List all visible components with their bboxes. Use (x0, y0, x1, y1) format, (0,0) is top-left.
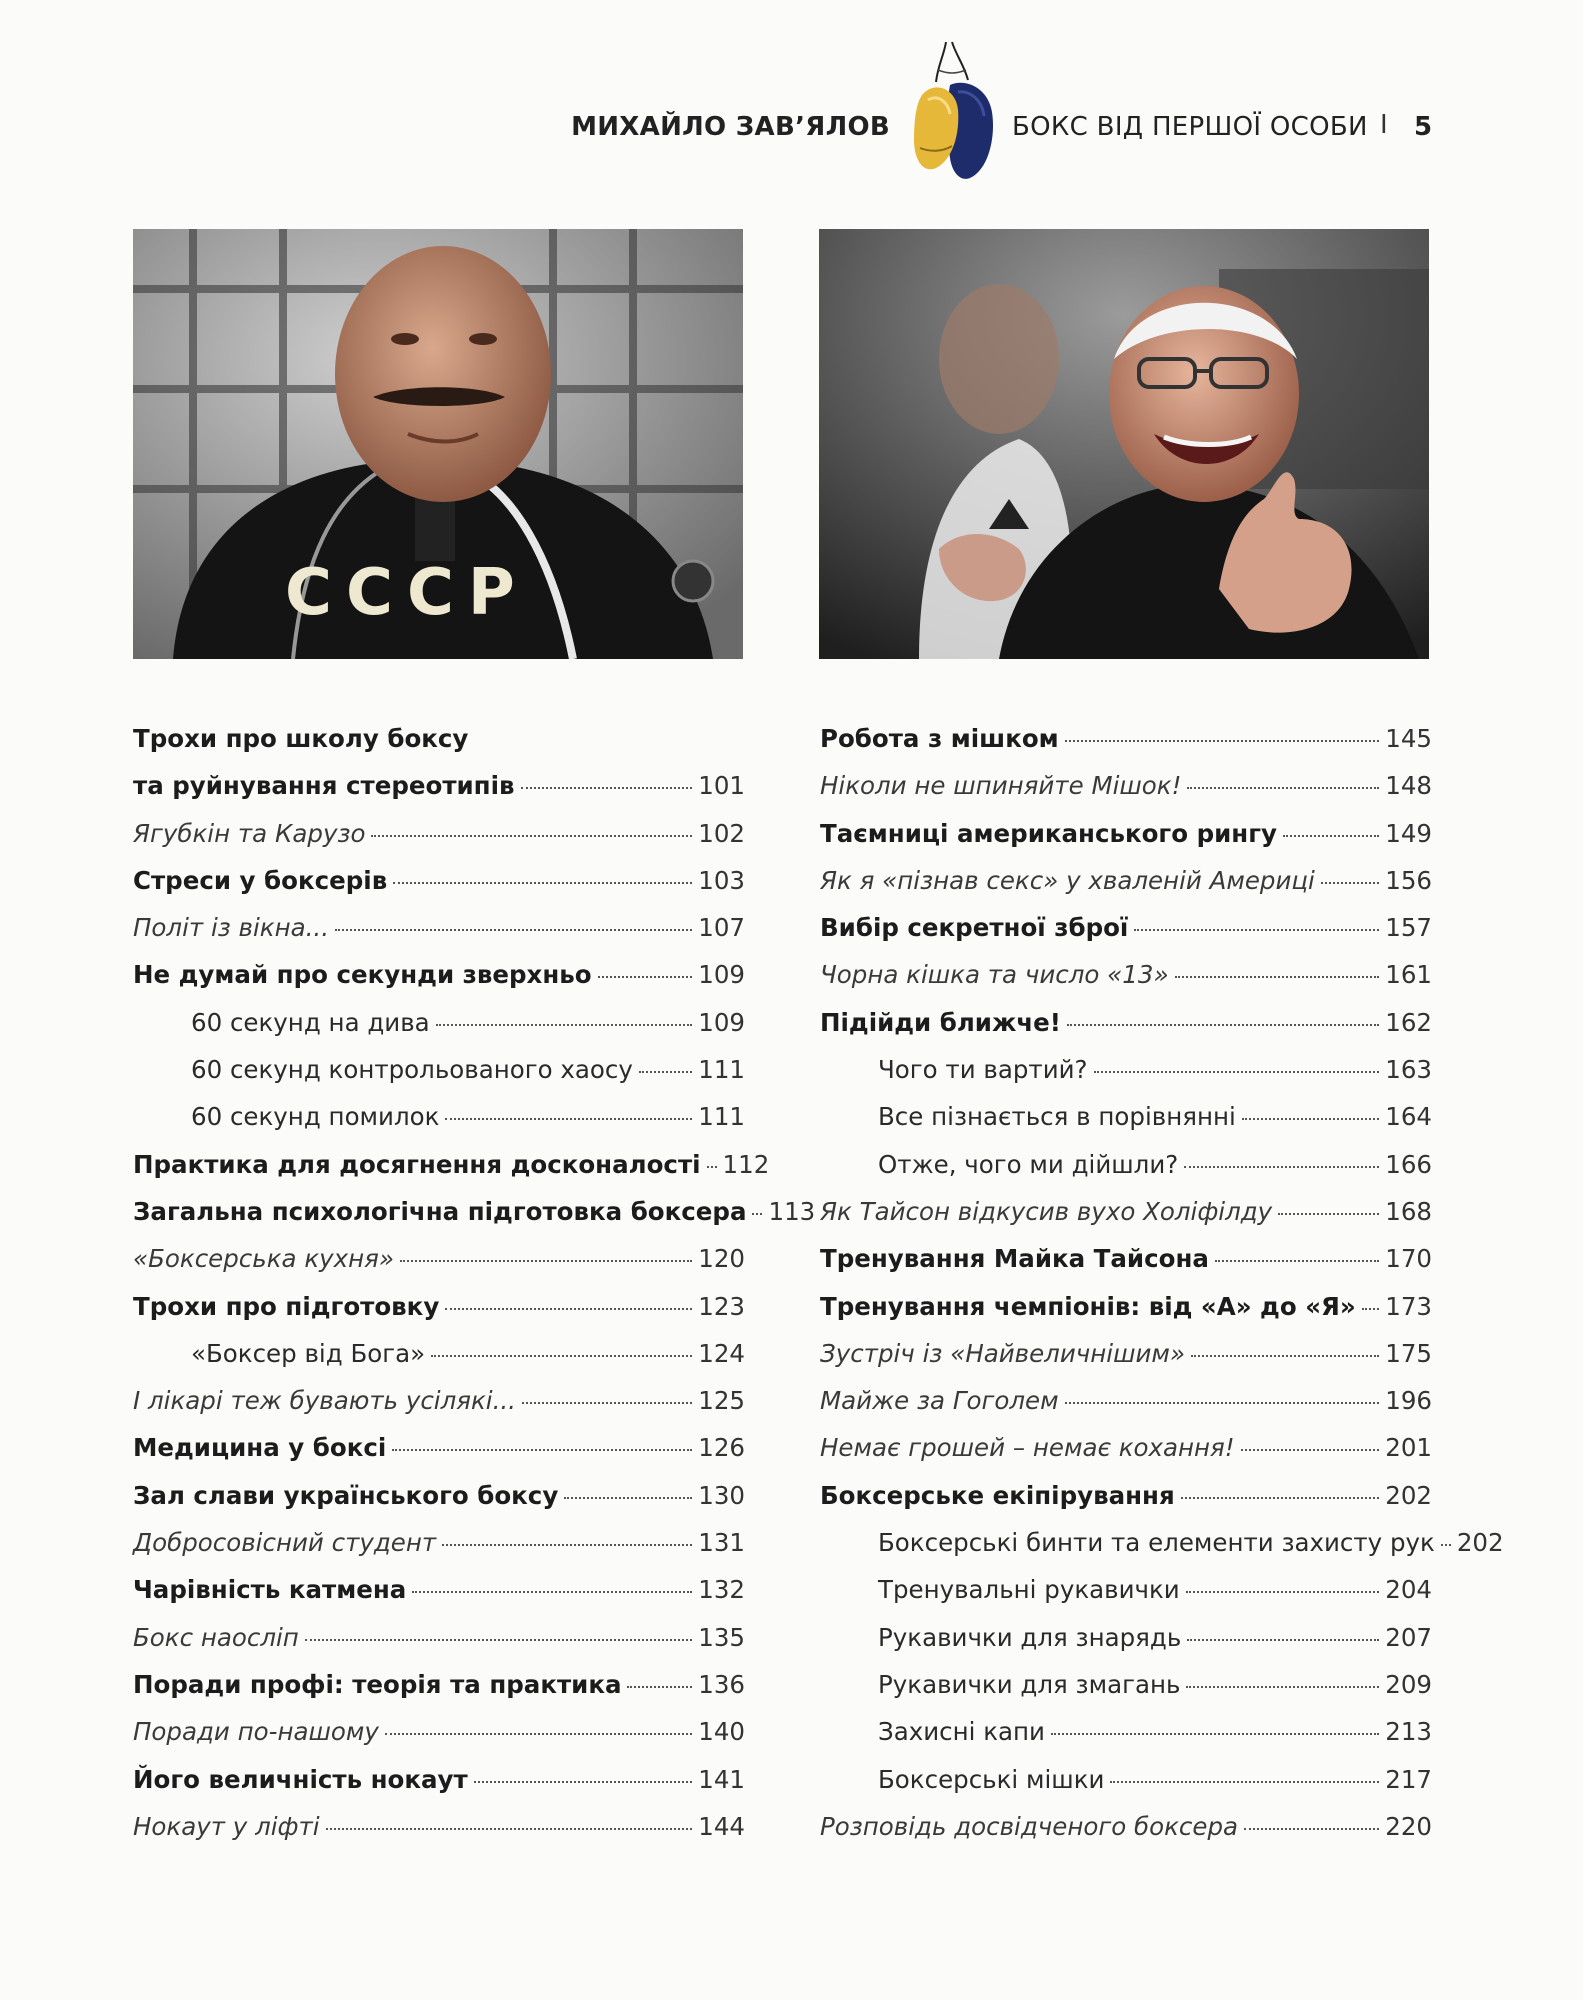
toc-entry[interactable] (133, 913, 745, 960)
toc-entry-title: Таємниці американського рингу (820, 818, 1277, 848)
toc-leader-dots (1184, 1166, 1379, 1168)
toc-leader-dots (1283, 835, 1379, 837)
toc-entry-title: 60 секунд контрольованого хаосу (191, 1055, 633, 1085)
toc-entry-page: 140 (698, 1717, 745, 1747)
toc-entry-title: Рукавички для змагань (878, 1669, 1181, 1699)
toc-leader-dots (598, 976, 693, 978)
shirt-text: СССР (285, 556, 529, 630)
toc-entry[interactable] (820, 1433, 1432, 1480)
toc-entry[interactable] (820, 1481, 1432, 1528)
toc-entry-page: 170 (1385, 1244, 1432, 1274)
toc-entry[interactable] (820, 1339, 1432, 1386)
toc-entry-page: 220 (1385, 1811, 1432, 1841)
author-name: МИХАЙЛО ЗАВ’ЯЛОВ (571, 112, 890, 142)
toc-leader-dots (1187, 1639, 1379, 1641)
toc-entry-page: 109 (698, 960, 745, 990)
toc-leader-dots (436, 1024, 693, 1026)
toc-entry[interactable] (133, 866, 745, 913)
toc-entry[interactable] (820, 913, 1432, 960)
toc-entry-page: 141 (698, 1764, 745, 1794)
toc-entry-page: 163 (1385, 1055, 1432, 1085)
toc-entry-page: 135 (698, 1622, 745, 1652)
toc-entry-title: Його величність нокаут (133, 1764, 468, 1794)
toc-entry-page: 202 (1456, 1528, 1504, 1558)
toc-leader-dots (1187, 787, 1379, 789)
toc-entry-title: Нокаут у ліфті (133, 1811, 320, 1841)
toc-leader-dots (1241, 1449, 1380, 1451)
toc-entry-title: 60 секунд на дива (191, 1007, 430, 1037)
toc-entry-page: 131 (698, 1528, 745, 1558)
toc-leader-dots (371, 835, 692, 837)
toc-entry[interactable] (820, 1102, 1432, 1149)
toc-entry-page: 101 (698, 771, 745, 801)
toc-entry[interactable] (133, 1717, 745, 1764)
toc-entry[interactable] (133, 1196, 816, 1244)
toc-entry-page: 102 (698, 818, 745, 848)
toc-entry-page: 113 (768, 1196, 816, 1226)
toc-entry[interactable] (820, 1717, 1432, 1764)
toc-entry[interactable] (133, 1433, 745, 1480)
toc-entry-page: 201 (1385, 1433, 1432, 1463)
book-title: БОКС ВІД ПЕРШОЇ ОСОБИ (1012, 112, 1368, 142)
toc-leader-dots (474, 1781, 693, 1783)
toc-entry-title: Зал слави українського боксу (133, 1480, 559, 1510)
toc-entry-page: 130 (698, 1480, 745, 1510)
toc-entry-title: Немає грошей – немає кохання! (820, 1433, 1235, 1463)
toc-entry[interactable] (133, 1008, 745, 1055)
toc-entry-page: 103 (698, 865, 745, 895)
toc-entry-title: Чарівність катмена (133, 1575, 407, 1605)
toc-entry[interactable] (820, 771, 1432, 818)
toc-entry[interactable] (820, 1055, 1432, 1102)
toc-entry-title: Захисні капи (878, 1717, 1045, 1747)
toc-entry-title: Зустріч із «Найвеличнішим» (820, 1338, 1186, 1368)
toc-entry-title: Як Тайсон відкусив вухо Холіфілду (820, 1196, 1273, 1226)
toc-entry[interactable] (820, 724, 1432, 771)
toc-entry-title: та руйнування стереотипів (133, 771, 515, 801)
toc-entry[interactable] (820, 1670, 1432, 1717)
toc-entry[interactable] (133, 1481, 745, 1528)
toc-entry[interactable] (133, 1055, 745, 1102)
toc-leader-dots (1278, 1213, 1379, 1215)
toc-entry[interactable] (820, 819, 1432, 866)
toc-entry-page: 217 (1385, 1764, 1432, 1794)
toc-entry[interactable] (133, 1812, 745, 1859)
toc-leader-dots (639, 1071, 692, 1073)
photo-man-thumbs-up (819, 229, 1429, 659)
toc-entry-title: Рукавички для знарядь (878, 1622, 1182, 1652)
toc-entry-title: Як я «пізнав секс» у хваленій Америці (820, 865, 1315, 895)
toc-entry-page: 209 (1385, 1669, 1432, 1699)
toc-entry-title: 60 секунд помилок (191, 1102, 440, 1132)
toc-entry[interactable] (820, 1292, 1432, 1339)
toc-entry-title: Майже за Гоголем (820, 1386, 1059, 1416)
toc-entry-title: Добросовісний студент (133, 1528, 437, 1558)
toc-entry[interactable] (133, 1292, 745, 1339)
toc-right-column (820, 724, 1504, 1859)
toc-entry[interactable] (820, 1765, 1432, 1812)
page-number: 5 (1414, 112, 1433, 142)
toc-entry[interactable] (133, 1765, 745, 1812)
toc-entry[interactable] (133, 1102, 745, 1149)
toc-entry-page: 156 (1385, 865, 1432, 895)
toc-entry[interactable] (820, 960, 1432, 1007)
toc-leader-dots (1242, 1118, 1379, 1120)
toc-entry-title: Розповідь досвідченого боксера (820, 1811, 1239, 1841)
toc-leader-dots (385, 1733, 692, 1735)
toc-entry[interactable] (133, 771, 745, 818)
toc-entry-title: Чорна кішка та число «13» (820, 960, 1169, 990)
toc-leader-dots (335, 929, 692, 931)
toc-leader-dots (412, 1591, 692, 1593)
header-separator: I (1380, 110, 1388, 140)
toc-entry[interactable] (133, 1670, 745, 1717)
toc-entry[interactable] (133, 960, 745, 1007)
toc-entry-title: І лікарі теж бувають усілякі... (133, 1386, 516, 1416)
toc-leader-dots (627, 1686, 692, 1688)
toc-entry-page: 125 (698, 1386, 745, 1416)
toc-entry-title: Підійди ближче! (820, 1007, 1061, 1037)
toc-leader-dots (752, 1213, 762, 1215)
toc-entry[interactable] (133, 1386, 745, 1433)
toc-entry[interactable] (133, 1244, 745, 1291)
toc-leader-dots (1175, 976, 1380, 978)
toc-entry[interactable] (133, 1623, 745, 1670)
toc-entry-title: Медицина у боксі (133, 1433, 387, 1463)
toc-entry-page: 107 (698, 913, 745, 943)
toc-entry-page: 202 (1385, 1480, 1432, 1510)
toc-entry-page: 126 (698, 1433, 745, 1463)
toc-entry-page: 204 (1385, 1575, 1432, 1605)
toc-entry-page: 112 (722, 1149, 770, 1179)
toc-leader-dots (1051, 1733, 1379, 1735)
toc-entry-title: Все пізнається в порівнянні (878, 1102, 1236, 1132)
toc-leader-dots (1065, 740, 1380, 742)
toc-entry-page: 196 (1385, 1386, 1432, 1416)
toc-leader-dots (1441, 1544, 1451, 1546)
toc-entry[interactable] (133, 724, 745, 771)
toc-leader-dots (707, 1166, 717, 1168)
toc-entry-page: 132 (698, 1575, 745, 1605)
toc-leader-dots (305, 1639, 692, 1641)
toc-leader-dots (1321, 882, 1379, 884)
toc-entry-title: Вибір секретної зброї (820, 913, 1129, 943)
toc-entry-title: Ягубкін та Карузо (133, 818, 366, 848)
toc-entry-page: 145 (1385, 724, 1432, 753)
toc-entry-title: Трохи про школу боксу (133, 724, 469, 753)
toc-entry[interactable] (133, 1575, 745, 1622)
toc-leader-dots (1215, 1260, 1379, 1262)
toc-entry-page: 109 (698, 1007, 745, 1037)
toc-entry-page: 144 (698, 1811, 745, 1841)
toc-leader-dots (1186, 1686, 1379, 1688)
toc-entry[interactable] (133, 1339, 745, 1386)
toc-entry-page: 123 (698, 1291, 745, 1321)
boxing-gloves-icon (908, 40, 998, 185)
toc-entry-page: 161 (1385, 960, 1432, 990)
toc-leader-dots (1134, 929, 1379, 931)
toc-entry[interactable] (820, 1386, 1432, 1433)
page-header (0, 0, 1583, 200)
toc-entry[interactable] (820, 1197, 1432, 1244)
toc-entry-title: Тренування Майка Тайсона (820, 1244, 1209, 1274)
toc-leader-dots (431, 1355, 692, 1357)
toc-entry-page: 148 (1385, 771, 1432, 801)
toc-leader-dots (564, 1497, 692, 1499)
toc-entry-page: 157 (1385, 913, 1432, 943)
toc-entry-page: 173 (1385, 1291, 1432, 1321)
toc-leader-dots (326, 1828, 693, 1830)
toc-entry-page: 124 (698, 1338, 745, 1368)
toc-entry-title: Не думай про секунди зверхньо (133, 960, 592, 990)
toc-entry-title: Стреси у боксерів (133, 865, 388, 895)
toc-entry[interactable] (820, 1150, 1432, 1197)
toc-entry-page: 149 (1385, 818, 1432, 848)
toc-entry-title: Боксерське екіпірування (820, 1480, 1175, 1510)
toc-leader-dots (1244, 1828, 1379, 1830)
toc-entry-page: 166 (1385, 1149, 1432, 1179)
toc-entry-title: Отже, чого ми дійшли? (878, 1149, 1179, 1179)
toc-entry-page: 213 (1385, 1717, 1432, 1747)
toc-entry-page: 120 (698, 1244, 745, 1274)
toc-entry[interactable] (820, 1528, 1504, 1575)
toc-left-column (133, 724, 816, 1859)
toc-entry-page: 136 (698, 1669, 745, 1699)
toc-leader-dots (1362, 1308, 1380, 1310)
toc-entry[interactable] (133, 819, 745, 866)
toc-entry-page: 175 (1385, 1338, 1432, 1368)
toc-leader-dots (400, 1260, 692, 1262)
toc-entry-title: Боксерські бинти та елементи захисту рук (878, 1528, 1435, 1558)
toc-entry[interactable] (820, 866, 1432, 913)
toc-leader-dots (522, 1402, 692, 1404)
toc-entry[interactable] (133, 1528, 745, 1575)
toc-leader-dots (1067, 1024, 1379, 1026)
toc-entry-page: 111 (698, 1102, 745, 1132)
toc-entry-page: 168 (1385, 1196, 1432, 1226)
toc-leader-dots (1110, 1781, 1379, 1783)
toc-entry-title: Робота з мішком (820, 724, 1059, 753)
toc-leader-dots (521, 787, 693, 789)
toc-entry[interactable] (820, 1008, 1432, 1055)
toc-entry-title: Поради профі: теорія та практика (133, 1669, 622, 1699)
toc-leader-dots (392, 1449, 692, 1451)
toc-entry[interactable] (133, 1149, 770, 1197)
toc-entry[interactable] (820, 1575, 1432, 1622)
toc-entry-page: 164 (1385, 1102, 1432, 1132)
toc-entry-title: Політ із вікна... (133, 913, 329, 943)
photo-coach-portrait (133, 229, 743, 659)
toc-entry-title: «Боксерська кухня» (133, 1244, 394, 1274)
toc-entry-title: Загальна психологічна підготовка боксера (133, 1196, 747, 1226)
toc-leader-dots (1191, 1355, 1379, 1357)
toc-entry-title: Практика для досягнення досконалості (133, 1149, 701, 1179)
toc-leader-dots (445, 1308, 692, 1310)
toc-entry-title: Тренувальні рукавички (878, 1575, 1180, 1605)
toc-entry[interactable] (820, 1623, 1432, 1670)
toc-entry[interactable] (820, 1812, 1432, 1859)
toc-leader-dots (1181, 1497, 1380, 1499)
toc-leader-dots (442, 1544, 692, 1546)
toc-entry-page: 207 (1385, 1622, 1432, 1652)
toc-entry-title: Боксерські мішки (878, 1764, 1105, 1794)
toc-entry-title: «Боксер від Бога» (191, 1338, 426, 1368)
toc-entry[interactable] (820, 1244, 1432, 1291)
toc-entry-page: 111 (698, 1055, 745, 1085)
toc-entry-title: Ніколи не шпиняйте Мішок! (820, 771, 1182, 801)
toc-entry-title: Поради по-нашому (133, 1717, 379, 1747)
toc-entry-title: Тренування чемпіонів: від «А» до «Я» (820, 1291, 1356, 1321)
toc-entry-title: Чого ти вартий? (878, 1055, 1088, 1085)
toc-leader-dots (393, 882, 692, 884)
toc-leader-dots (445, 1118, 692, 1120)
toc-entry-title: Трохи про підготовку (133, 1291, 440, 1321)
toc-entry-title: Бокс наосліп (133, 1622, 299, 1652)
toc-leader-dots (1186, 1591, 1380, 1593)
toc-entry-page: 162 (1385, 1007, 1432, 1037)
toc-leader-dots (1094, 1071, 1380, 1073)
toc-leader-dots (1065, 1402, 1380, 1404)
